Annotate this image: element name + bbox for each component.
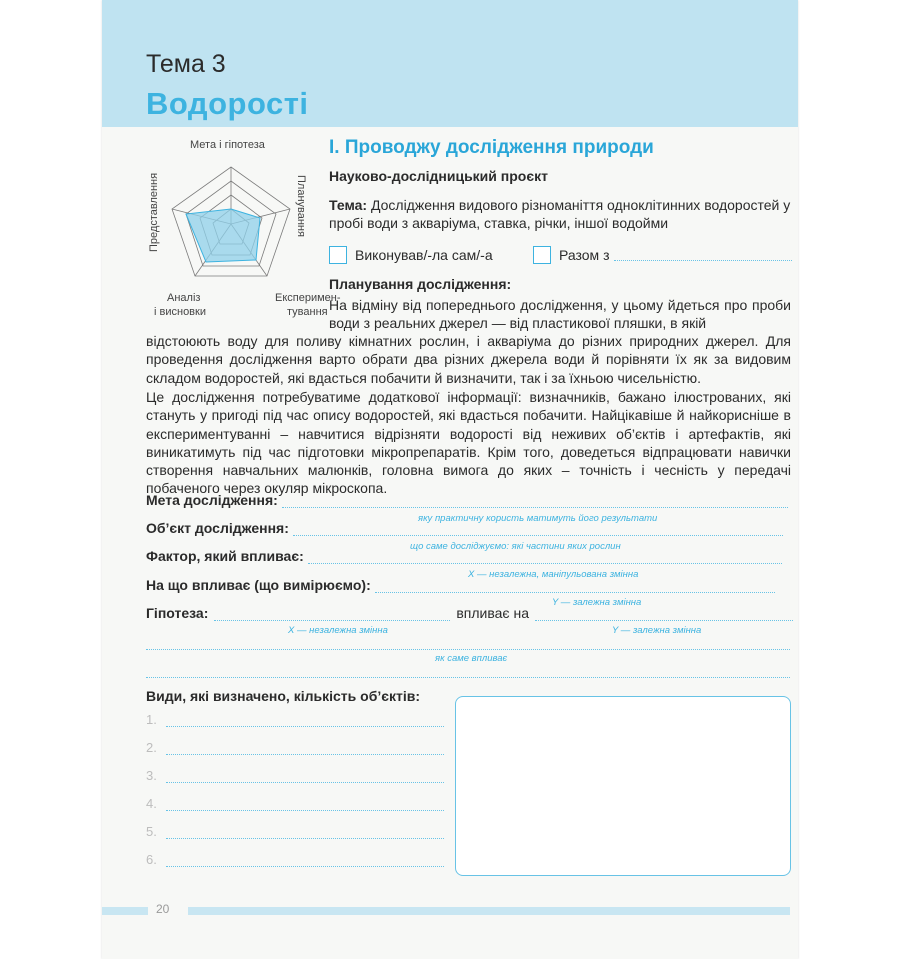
species-item[interactable] (146, 852, 444, 867)
radar-label-experiment-2: тування (287, 306, 328, 318)
hypothesis-how-hint: як саме впливає (435, 653, 508, 664)
species-item-number: 6. (146, 852, 157, 867)
footer-bar-left (102, 907, 148, 915)
hypothesis-y-hint: Y — залежна змінна (612, 625, 702, 636)
goal-input-line[interactable] (282, 506, 788, 508)
checkbox-together[interactable] (533, 246, 551, 264)
planning-title: Планування дослідження: (329, 276, 512, 292)
project-type: Науково-дослідницький проєкт (329, 168, 548, 184)
species-title: Види, які визначено, кількість об’єктів: (146, 688, 420, 704)
radar-label-analysis-2: і висновки (154, 306, 206, 318)
hypothesis-y-input-line[interactable] (535, 619, 793, 621)
hypothesis-row (146, 605, 793, 621)
topic-label: Тема 3 (146, 50, 226, 78)
research-skills-radar-chart (142, 130, 341, 330)
object-label: Об’єкт дослідження: (146, 520, 289, 536)
radar-filled-area (186, 209, 260, 262)
theme-label: Тема: (329, 197, 368, 213)
object-input-line[interactable] (293, 534, 783, 536)
checkbox-self-row[interactable] (329, 246, 493, 264)
page-number: 20 (156, 902, 170, 916)
factor-input-line[interactable] (308, 562, 782, 564)
species-item[interactable] (146, 740, 444, 755)
species-input-line[interactable] (166, 865, 444, 867)
species-item-number: 2. (146, 740, 157, 755)
drawing-box[interactable] (455, 696, 791, 876)
species-item[interactable] (146, 824, 444, 839)
hypothesis-x-hint: X — незалежна змінна (288, 625, 388, 636)
theme-block (329, 196, 791, 232)
topic-title: Водорості (146, 86, 309, 121)
species-item-number: 4. (146, 796, 157, 811)
factor-row (146, 548, 782, 564)
hypothesis-continuation-line[interactable] (146, 648, 790, 650)
affects-hint: Y — залежна змінна (552, 597, 642, 608)
hypothesis-label: Гіпотеза: (146, 605, 209, 621)
factor-hint: X — незалежна, маніпульована змінна (468, 569, 639, 580)
radar-label-planning: Планування (295, 175, 307, 237)
checkbox-together-row[interactable] (533, 246, 609, 264)
species-item[interactable] (146, 768, 444, 783)
checkbox-self-label: Виконував/-ла сам/-а (355, 247, 493, 263)
species-item[interactable] (146, 796, 444, 811)
hypothesis-affects-text: впливає на (456, 605, 529, 621)
planning-paragraph-2: Це дослідження потребуватиме додаткової інформації: визначників, бажано ілюстрованих, які стануть у пригоді під час опису водоростей, які вдасться побачити. Найцікавіше й найкорисніше в експериментуванні – навчитися відрізняти водорості від неживих об’єктів і артефактів, які виникатимуть під час підготовки мікропрепаратів. Крім того, доведеться відпрацювати навички створення навчальних малюнків, головна вимога до яких – точність і чесність у передачі побаченого через окуляр мікроскопа. (146, 389, 791, 497)
checkbox-self[interactable] (329, 246, 347, 264)
object-hint: що саме досліджуємо: які частини яких рослин (410, 541, 621, 552)
radar-label-presentation: Представлення (148, 172, 160, 252)
goal-hint: яку практичну користь матимуть його результати (418, 513, 658, 524)
goal-label: Мета дослідження: (146, 492, 278, 508)
affects-row (146, 577, 775, 593)
species-item-number: 3. (146, 768, 157, 783)
goal-row (146, 492, 788, 508)
species-input-line[interactable] (166, 753, 444, 755)
affects-input-line[interactable] (375, 591, 775, 593)
radar-label-analysis-1: Аналіз (167, 292, 201, 304)
affects-label: На що впливає (що вимірюємо): (146, 577, 371, 593)
object-row (146, 520, 783, 536)
species-input-line[interactable] (166, 837, 444, 839)
factor-label: Фактор, який впливає: (146, 548, 304, 564)
hypothesis-x-input-line[interactable] (214, 619, 450, 621)
textbook-page (102, 0, 798, 959)
footer-bar-right (188, 907, 790, 915)
theme-text: Дослідження видового різноманіття одноклітинних водоростей у пробі води з акваріума, ставка, річки, іншої водойми (329, 197, 791, 231)
species-item-number: 5. (146, 824, 157, 839)
species-item[interactable] (146, 712, 444, 727)
checkbox-together-label: Разом з (559, 247, 610, 263)
species-input-line[interactable] (166, 725, 444, 727)
species-input-line[interactable] (166, 781, 444, 783)
together-with-input-line[interactable] (614, 260, 792, 261)
species-input-line[interactable] (166, 809, 444, 811)
radar-label-goal: Мета і гіпотеза (190, 139, 265, 151)
planning-paragraph-1b: відстоюють воду для поливу кімнатних рослин, і акваріума до різних природних джерел. Для проведення дослідження варто обрати два різних джерела води й порівняти їх як за видовим складом водоростей, які вдасться побачити й визначити, так і за їхньою чисельністю. (146, 333, 791, 386)
hypothesis-extra-line[interactable] (146, 676, 790, 678)
section-title: І. Проводжу дослідження природи (329, 137, 654, 158)
planning-paragraph-1a: На відміну від попереднього дослідження, у цьому йдеться про проби води з реальних джерел — від пластикової пляшки, в якій (329, 297, 791, 332)
radar-label-experiment-1: Експеримен- (275, 292, 341, 304)
species-item-number: 1. (146, 712, 157, 727)
